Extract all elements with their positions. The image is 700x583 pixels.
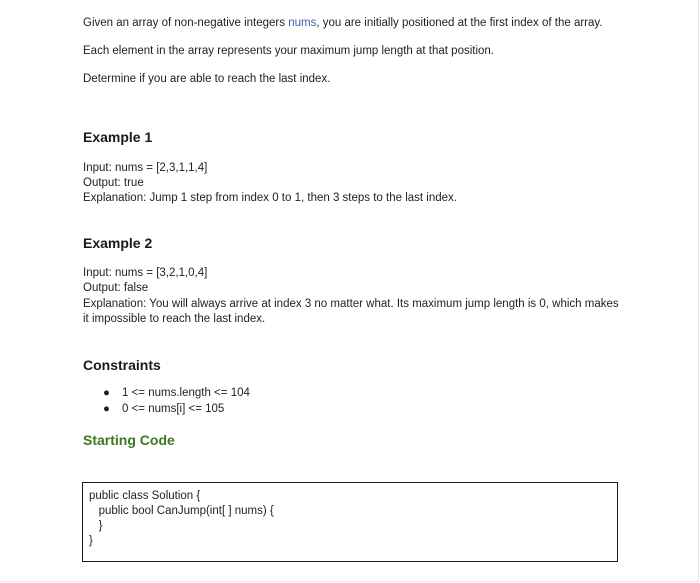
intro-line-1 (83, 16, 603, 31)
starting-code-heading: Starting Code (83, 432, 175, 448)
constraints-list (100, 386, 250, 417)
code-line: public class Solution { (89, 490, 201, 502)
intro-line-2: Each element in the array represents your maximum jump length at that position. (83, 45, 495, 57)
example-2-explanation: Explanation: You will always arrive at index 3 no matter what. Its maximum jump length is 0, which makes it impossible to reach the last index. (83, 298, 619, 325)
example-2-heading: Example 2 (83, 235, 153, 251)
intro-line-3: Determine if you are able to reach the last index. (83, 73, 331, 85)
example-2-output: Output: false (83, 282, 149, 294)
example-2-input: Input: nums = [3,2,1,0,4] (83, 267, 208, 279)
intro-line-1-before: Given an array of non-negative integers (83, 17, 289, 29)
code-line: public bool CanJump(int[ ] nums) { (89, 505, 274, 517)
code-line: } (89, 520, 103, 532)
constraint-text: 1 <= nums.length <= 104 (122, 387, 250, 399)
code-box (82, 482, 618, 562)
constraint-item (100, 402, 250, 418)
constraint-text: 0 <= nums[i] <= 105 (122, 402, 225, 415)
constraints-heading: Constraints (83, 357, 161, 373)
example-1-explanation: Explanation: Jump 1 step from index 0 to 1, then 3 steps to the last index. (83, 192, 457, 204)
bullet-icon: ● (103, 387, 110, 399)
code-line: } (89, 535, 93, 547)
example-1-heading: Example 1 (83, 129, 153, 145)
example-1-output: Output: true (83, 177, 144, 189)
nums-keyword: nums (288, 17, 317, 29)
constraint-item (100, 386, 250, 402)
bullet-icon: ● (103, 402, 110, 415)
intro-line-1-after: , you are initially positioned at the first index of the array. (316, 17, 603, 29)
example-1-input: Input: nums = [2,3,1,1,4] (83, 162, 208, 174)
